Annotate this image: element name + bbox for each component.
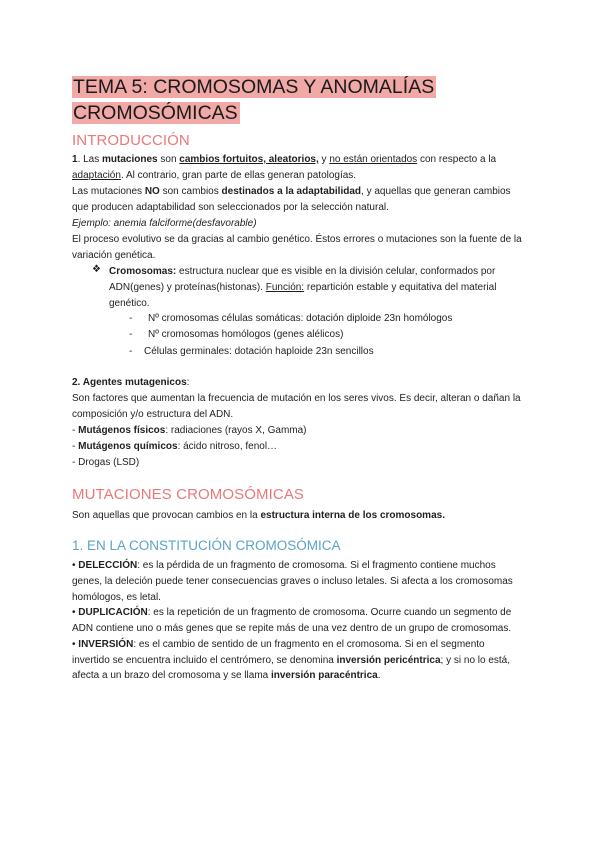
page-title-line1: TEMA 5: CROMOSOMAS Y ANOMALÍAS [73,76,435,98]
mutagenos-quimicos: - Mutágenos químicos: ácido nitroso, fenol… [72,441,278,452]
intro-paragraph-2-line-1: Las mutaciones NO son cambios destinados a la adaptabilidad, y aquellas que generan cambios [72,186,511,197]
sub-item-1: Nº cromosomas células somáticas: dotación diploide 23n homólogos [148,313,453,324]
inversion-line-1: • INVERSIÓN: es el cambio de sentido de un fragmento en el cromosoma. Si en el segmento [72,639,485,650]
intro-paragraph-1-line-1: 1. Las mutaciones son cambios fortuitos, aleatorios, y no están orientados con respecto a la [72,154,497,165]
mutagenos-fisicos: - Mutágenos físicos: radiaciones (rayos X, Gamma) [72,425,307,436]
introduccion-heading: INTRODUCCIÓN [72,132,190,149]
mutaciones-heading: MUTACIONES CROMOSÓMICAS [72,486,305,503]
delecion-line-1: • DELECCIÓN: es la pérdida de un fragmento de cromosoma. Si el fragmento contiene muchos [72,560,496,571]
sub-item-dash: - [129,313,133,324]
agentes-paragraph-line-1: Son factores que aumentan la frecuencia de mutación en los seres vivos. Es decir, alteran o dañan la [72,393,521,404]
drogas: - Drogas (LSD) [72,457,140,468]
page-title-line2: CROMOSÓMICAS [73,102,238,124]
intro-paragraph-3-line-1: El proceso evolutivo se da gracias al cambio genético. Éstos errores o mutaciones son la fuente de la [72,234,522,245]
example-line: Ejemplo: anemia falciforme(desfavorable) [72,218,257,229]
agentes-heading: 2. Agentes mutagenicos: [72,377,190,388]
delecion-line-3: homólogos, es letal. [72,592,161,603]
sub-item-dash: - [129,329,133,340]
sub-item-dash: - [129,346,133,357]
intro-paragraph-1-line-2: adaptación. Al contrario, gran parte de ellas generan patologías. [72,170,357,181]
constitucion-heading: 1. EN LA CONSTITUCIÓN CROMOSÓMICA [72,538,341,553]
sub-item-2: Nº cromosomas homólogos (genes alélicos) [148,329,344,340]
cromosomas-line-2: ADN(genes) y proteínas(histonas). Función: repartición estable y equitativa del material [109,282,497,293]
duplicacion-line-2: ADN contiene uno o más genes que se repite más de una vez dentro de un grupo de cromosomas. [72,623,512,634]
intro-paragraph-2-line-2: que producen adaptabilidad son seleccionados por la selección natural. [72,202,389,213]
mutaciones-paragraph: Son aquellas que provocan cambios en la estructura interna de los cromosomas. [72,510,445,521]
duplicacion-line-1: • DUPLICACIÓN: es la repetición de un fragmento de cromosoma. Ocurre cuando un segmento de [72,607,512,618]
inversion-line-3: afecta a un brazo del cromosoma y se llama inversión paracéntrica. [72,670,381,681]
cromosomas-line-3: genético. [109,298,150,309]
cromosomas-line-1: Cromosomas: estructura nuclear que es visible en la división celular, conformados por [109,266,496,277]
intro-paragraph-3-line-2: variación genética. [72,250,156,261]
delecion-line-2: genes, la deleción puede tener consecuencias graves o incluso letales. Si afecta a los cromosomas [72,576,513,587]
agentes-paragraph-line-2: composición y/o estructura del ADN. [72,409,234,420]
inversion-line-2: invertido se encuentra incluido el centrómero, se denomina inversión pericéntrica; y si no lo está, [72,655,511,666]
diamond-bullet-icon: ❖ [92,264,101,275]
sub-item-3: Células germinales: dotación haploide 23n sencillos [144,346,374,357]
